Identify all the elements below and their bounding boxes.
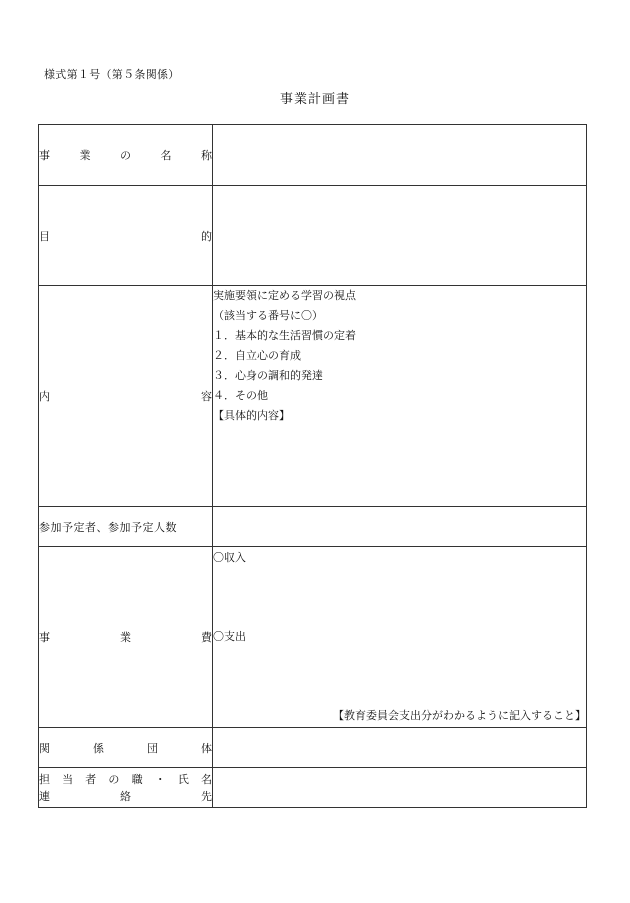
row-project-name [39, 125, 587, 186]
content-option-2: ２．自立心の育成 [213, 349, 301, 362]
row-contact [39, 768, 587, 808]
label-content: 内 容 [39, 286, 213, 507]
plan-table [38, 124, 587, 808]
content-details-heading: 【具体的内容】 [213, 409, 290, 422]
content-line-instruction: （該当する番号に〇） [213, 309, 323, 322]
label-purpose: 目 的 [39, 186, 213, 286]
field-participants[interactable] [213, 507, 587, 547]
content-option-1: １．基本的な生活習慣の定着 [213, 329, 356, 342]
field-contact[interactable] [213, 768, 587, 808]
field-project-name[interactable] [213, 125, 587, 186]
label-project-name: 事 業 の 名 称 [39, 125, 213, 186]
content-option-3: ３．心身の調和的発達 [213, 369, 323, 382]
label-organizations: 関 係 団 体 [39, 728, 213, 768]
form-number: 様式第１号（第５条関係） [44, 68, 180, 81]
content-line-perspective: 実施要領に定める学習の視点 [213, 289, 356, 302]
label-expenses: 事 業 費 [39, 547, 213, 728]
expense-note: 【教育委員会支出分がわかるように記入すること】 [333, 709, 586, 722]
row-content [39, 286, 587, 507]
label-contact: 担 当 者 の 職 ・ 氏 名 連 絡 先 [39, 768, 213, 808]
row-purpose [39, 186, 587, 286]
field-content[interactable] [213, 286, 587, 507]
income-label: 〇収入 [213, 551, 246, 564]
label-participants: 参加予定者、参加予定人数 [39, 507, 213, 547]
field-expenses[interactable] [213, 547, 587, 728]
document-title: 事業計画書 [279, 92, 350, 107]
expenditure-label: 〇支出 [213, 630, 246, 643]
field-organizations[interactable] [213, 728, 587, 768]
content-option-4: ４．その他 [213, 389, 268, 402]
row-organizations [39, 728, 587, 768]
row-expenses [39, 547, 587, 728]
row-participants [39, 507, 587, 547]
field-purpose[interactable] [213, 186, 587, 286]
